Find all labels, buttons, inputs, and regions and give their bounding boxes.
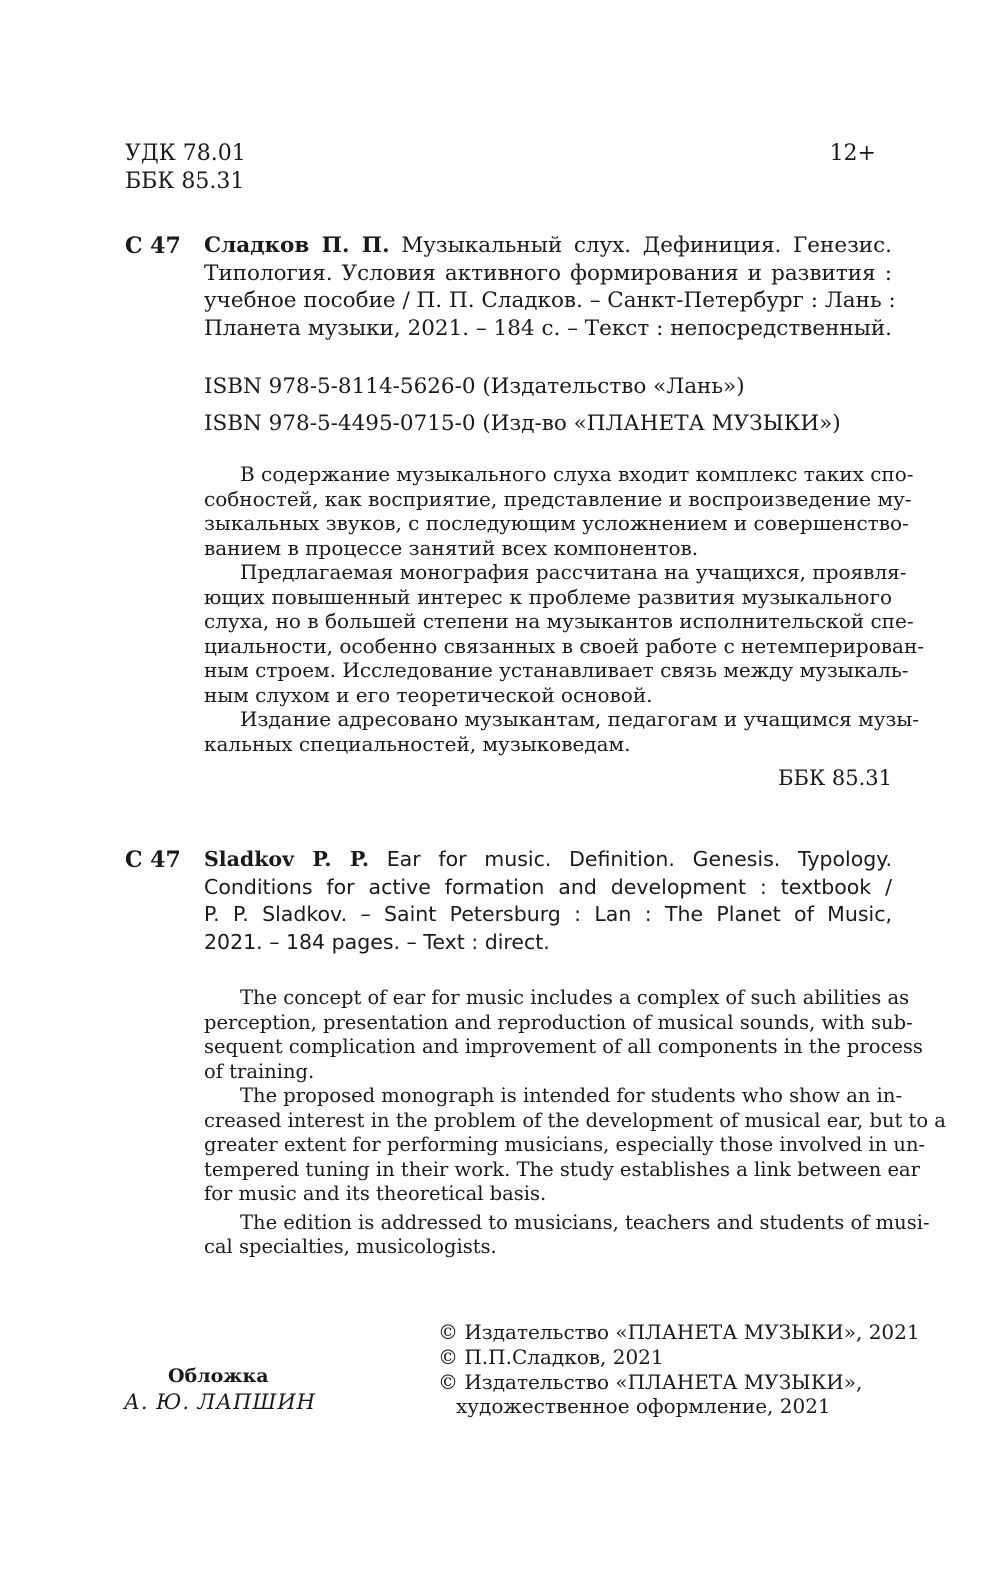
- en-author: Sladkov P. P.: [204, 847, 369, 871]
- copyright-line: © Издательство «ПЛАНЕТА МУЗЫКИ», 2021: [438, 1320, 920, 1344]
- en-anno-line: creased interest in the problem of the development of musical ear, but to a: [204, 1108, 946, 1132]
- copyright-line: художественное оформление, 2021: [456, 1394, 831, 1418]
- ru-annotation: [204, 462, 925, 756]
- en-anno-line: for music and its theoretical basis.: [204, 1182, 547, 1205]
- ru-bibliographic-record: [204, 232, 896, 342]
- isbn-lan: ISBN 978-5-8114-5626-0 (Издательство «Лань»): [204, 374, 745, 399]
- copyright-line: © П.П.Сладков, 2021: [438, 1345, 664, 1369]
- en-bibliographic-record: [204, 846, 892, 956]
- ru-call-number: С 47: [125, 233, 181, 259]
- ru-anno-line: Издание адресовано музыкантам, педагогам и учащимся музы-: [240, 707, 920, 731]
- en-bib-line-2: Conditions for active formation and development : textbook /: [204, 874, 892, 899]
- copyright-line: © Издательство «ПЛАНЕТА МУЗЫКИ»,: [438, 1370, 863, 1394]
- ru-anno-line: кальных специальностей, музыковедам.: [204, 731, 631, 756]
- en-anno-line: tempered tuning in their work. The study establishes a link between ear: [204, 1157, 920, 1181]
- en-bib-line-4: 2021. – 184 pages. – Text : direct.: [204, 929, 550, 954]
- cover-label: Обложка: [168, 1365, 269, 1387]
- en-bib-line-3: P. P. Sladkov. – Saint Petersburg : Lan : The Planet of Music,: [204, 902, 892, 926]
- en-bib-line-1: Sladkov P. P. Ear for music. Definition. Genesis. Typology.: [204, 847, 892, 871]
- en-anno-line: cal specialties, musicologists.: [204, 1235, 497, 1258]
- ru-anno-line: слуха, но в большей степени на музыкантов исполнительской спе-: [204, 609, 914, 633]
- ru-anno-line: Предлагаемая монография рассчитана на учащихся, проявля-: [240, 560, 907, 584]
- en-anno-line: greater extent for performing musicians, especially those involved in un-: [204, 1133, 926, 1156]
- bbk-code-right: ББК 85.31: [778, 766, 892, 790]
- ru-anno-line: собностей, как восприятие, представление и воспроизведение му-: [204, 486, 912, 511]
- en-annotation: [204, 986, 946, 1260]
- bbk-code: ББК 85.31: [125, 169, 245, 194]
- ru-bib-line-3: учебное пособие / П. П. Сладков. – Санкт-Петербург : Лань :: [204, 288, 896, 313]
- en-call-number: С 47: [125, 847, 181, 873]
- cover-artist: А. Ю. ЛАПШИН: [124, 1390, 316, 1414]
- ru-author: Сладков П. П.: [204, 233, 390, 258]
- age-rating: 12+: [829, 141, 876, 166]
- ru-anno-line: ным строем. Исследование устанавливает связь между музыкаль-: [204, 658, 909, 682]
- en-anno-line: The proposed monograph is intended for students who show an in-: [240, 1084, 903, 1107]
- ru-bib-line-2: Типология. Условия активного формирования и развития :: [204, 260, 892, 286]
- en-anno-line: sequent complication and improvement of all components in the process: [204, 1035, 923, 1058]
- ru-anno-line: ванием в процессе занятий всех компонентов.: [204, 535, 699, 560]
- udk-code: УДК 78.01: [125, 141, 246, 166]
- ru-anno-line: ным слухом и его теоретической основой.: [204, 682, 653, 707]
- ru-anno-line: циальности, особенно связанных в своей работе с нетемперирован-: [204, 633, 925, 658]
- ru-anno-line: зыкальных звуков, с последующим усложнением и совершенство-: [204, 511, 909, 535]
- en-anno-line: perception, presentation and reproduction of musical sounds, with sub-: [204, 1010, 913, 1034]
- ru-bib-line-1: Сладков П. П. Музыкальный слух. Дефиниция. Генезис.: [204, 233, 892, 258]
- en-anno-line: of training.: [204, 1059, 315, 1083]
- ru-anno-line: ющих повышенный интерес к проблеме развития музыкального: [204, 584, 892, 609]
- ru-bib-line-4: Планета музыки, 2021. – 184 с. – Текст : непосредственный.: [204, 315, 892, 341]
- en-anno-line: The edition is addressed to musicians, teachers and students of musi-: [240, 1210, 930, 1234]
- isbn-planeta: ISBN 978-5-4495-0715-0 (Изд-во «ПЛАНЕТА МУЗЫКИ»): [204, 411, 841, 436]
- ru-anno-line: В содержание музыкального слуха входит комплекс таких спо-: [240, 462, 914, 486]
- en-anno-line: The concept of ear for music includes a complex of such abilities as: [240, 986, 910, 1009]
